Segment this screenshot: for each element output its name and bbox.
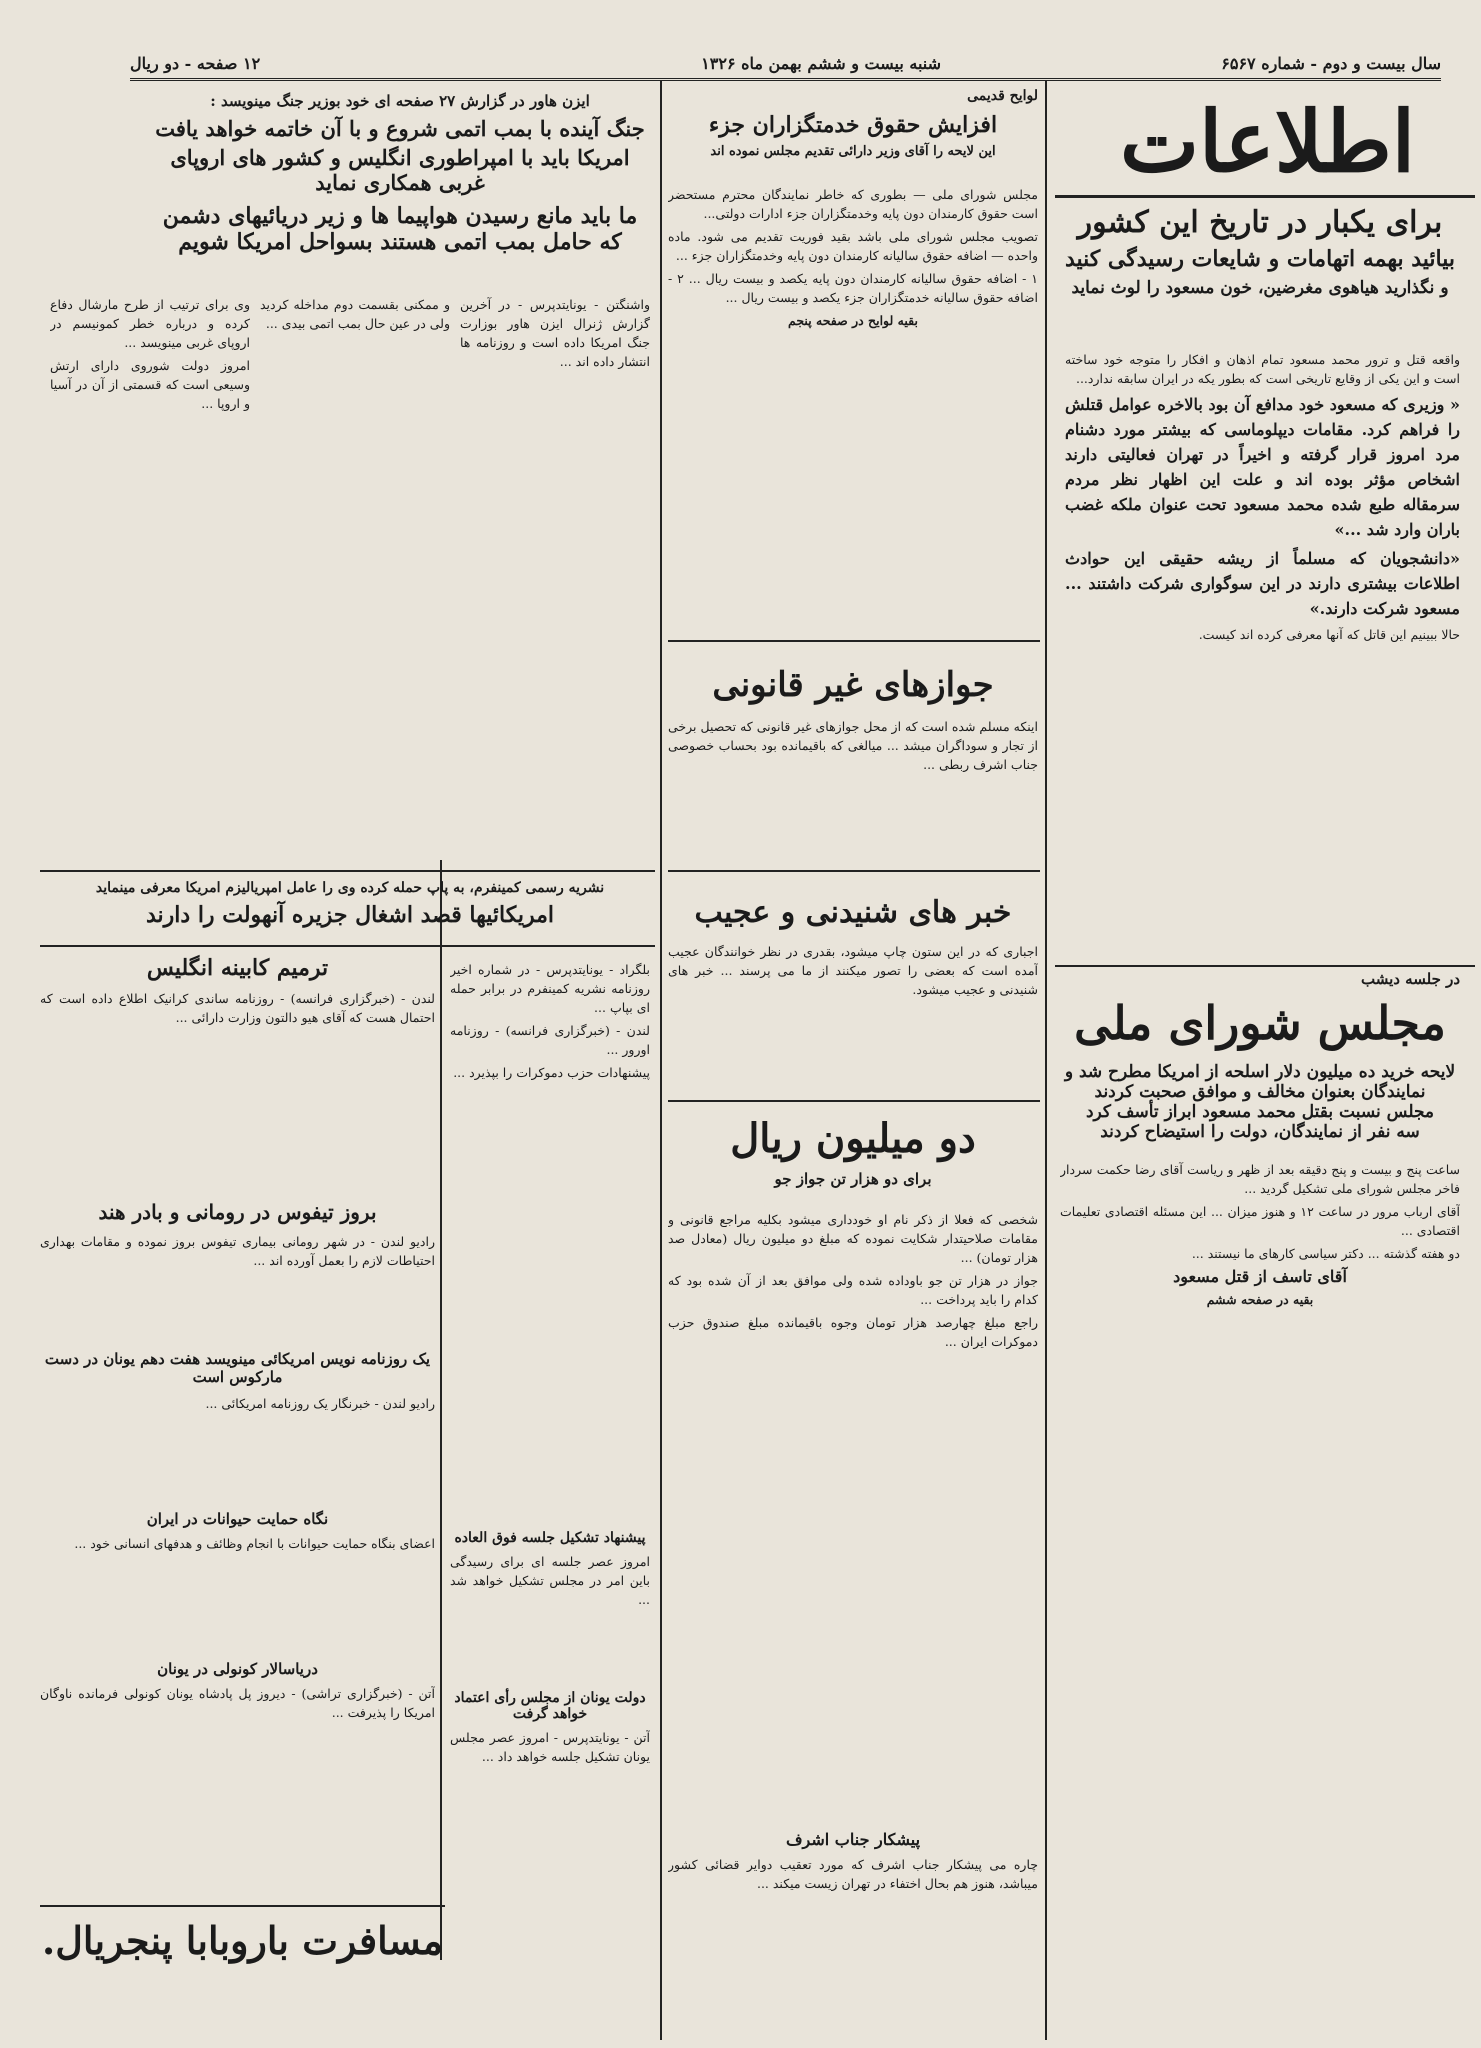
column-b-paragraph: بلگراد - یونایتدپرس - در شماره اخیر روزنامه نشریه کمینفرم در برابر حمله ای بپاپ ... — [450, 962, 650, 1015]
col3-headline: امریکا باید با امپراطوری انگلیس و کشور های اروپای غربی همکاری نماید — [170, 145, 630, 195]
strange-news-body: اجباری که در این ستون چاپ میشود، بقدری در نظر خوانندگان عجیب آمده است که بعضی را تصور میکنند از ما می پرسند ... خبر های شنیدنی و عجیب میشود. — [668, 944, 1038, 997]
column-c — [450, 1530, 650, 1878]
column-c-title: پیشنهاد تشکیل جلسه فوق العاده — [454, 1530, 646, 1546]
strange-news-title: خبر های شنیدنی و عجیب — [694, 895, 1012, 930]
greece-body: رادیو لندن - خبرنگار یک روزنامه امریکائی ... — [205, 1396, 435, 1411]
mid-banner-kicker: نشریه رسمی کمینفرم، به پاپ حمله کرده وی را عامل امپریالیزم امریکا معرفی مینماید — [95, 880, 605, 896]
lead-paragraph: حالا ببینیم این قاتل که آنها معرفی کرده اند کیست. — [1198, 627, 1460, 642]
ashraf-story — [668, 1830, 1038, 2025]
legal-title: جوازهای غیر قانونی — [712, 665, 994, 705]
parliament-kicker: در جلسه دیشب — [1361, 970, 1460, 988]
masthead: اطلاعات — [1119, 92, 1416, 191]
legal-box — [668, 665, 1038, 852]
mid-banner — [50, 880, 650, 928]
header-bar — [130, 50, 1441, 81]
issue-date: شنبه بیست و ششم بهمن ماه ۱۳۲۶ — [701, 54, 941, 73]
greece-title: یک روزنامه نویس امریکائی مینویسد هفت دهم یونان در دست مارکوس است — [44, 1350, 431, 1386]
col3-headlines — [150, 92, 650, 255]
col3-paragraph: واشنگتن - یونایتدپرس - در آخرین گزارش ژنرال ایزن هاور بوزارت جنگ امریکا داده است و روزنامه ها انتشار داده اند ... — [460, 297, 650, 369]
strange-news — [668, 895, 1038, 1062]
lead-headlines — [1060, 205, 1460, 298]
lead-paragraph: « وزیری که مسعود خود مدافع آن بود بالاخره عوامل قتلش را فراهم کرد. مقامات دیپلوماسی که بیشتر مورد دشنام مرد امروز قرار گرفته و اخیراً در تهران فعالیتی دارند اشخاص مؤثر بوده اند و علت این اظهار نظر مردم سرمقاله طبع شده محمد مسعود تحت عنوان ملکه غضب باران وارد شد ...» — [1065, 395, 1460, 539]
parliament-sub: لایحه خرید ده میلیون دلار اسلحه از امریکا مطرح شد و نمایندگان بعنوان مخالف و موافق صحبت کردند — [1064, 1062, 1456, 1102]
issue-price: ۱۲ صفحه - دو ریال — [130, 54, 261, 73]
col2-head — [668, 88, 1038, 159]
greek-king-title: دریاسالار کونولی در یونان — [157, 1660, 318, 1678]
mid-banner-title: امریکائیها قصد اشغال جزیره آنهولت را دارند — [145, 902, 555, 928]
parliament-sub: سه نفر از نمایندگان، دولت را استیضاح کردند — [1100, 1122, 1420, 1142]
footer-banner: مسافرت باروبابا پنجریال. — [42, 1918, 443, 1963]
col3-headline: جنگ آینده با بمب اتمی شروع و با آن خاتمه خواهد یافت — [155, 116, 645, 141]
col2-title: افزایش حقوق خدمتگزاران جزء — [708, 112, 998, 138]
rial-story — [668, 1115, 1038, 1188]
lead-headline-1: برای یکبار در تاریخ این کشور — [1077, 205, 1443, 240]
column-c-body: امروز عصر جلسه ای برای رسیدگی باین امر در مجلس تشکیل خواهد شد ... — [450, 1554, 650, 1607]
col3-body-b — [260, 295, 450, 855]
animals-title: نگاه حمایت حیوانات در ایران — [146, 1510, 329, 1528]
lead-paragraph: «دانشجویان که مسلماً از ریشه حقیقی این حوادث اطلاعات بیشتری دارند در این سوگواری شرکت داشتند ... مسعود شرکت دارند.» — [1065, 549, 1460, 618]
british-cabinet-title: ترمیم کابینه انگلیس — [146, 955, 329, 981]
col2-kicker: لوایح قدیمی — [967, 88, 1038, 104]
parliament-headlines — [1060, 970, 1460, 1142]
column-b-paragraph: لندن - (خبرگزاری فرانسه) - روزنامه اورور ... — [450, 1023, 650, 1057]
rial-paragraph: شخصی که فعلا از ذکر نام او خودداری میشود بکلیه مراجع قانونی و مقامات صلاحیتدار شکایت نموده که مبلغ دو میلیون ریال (معادل صد هزار تومان) ... — [668, 1212, 1038, 1265]
column-rule — [1045, 80, 1047, 2040]
col3-paragraph: وی برای ترتیب از طرح مارشال دفاع کرده و درباره خطر کمونیسم در اروپای غربی مینویسد ... — [50, 297, 250, 350]
rial-paragraph: جواز در هزار تن جو باوداده شده ولی موافق بعد از آن شده بود که کدام را باید پرداخت ... — [668, 1273, 1038, 1307]
col3-paragraph: و ممکنی بقسمت دوم مداخله کردید ولی در عین حال بمب اتمی بیدی ... — [260, 297, 450, 331]
col3-body-c — [50, 295, 250, 855]
column-rule — [660, 80, 662, 2040]
lead-headline-3: و نگذارید هیاهوی مغرضین، خون مسعود را لوث نماید — [1071, 278, 1449, 298]
romania-title: بروز تیفوس در رومانی و بادر هند — [98, 1200, 377, 1224]
column-rule — [440, 860, 442, 1960]
parliament-sub: مجلس نسبت بقتل محمد مسعود ابراز تأسف کرد — [1085, 1102, 1435, 1122]
col3-kicker: ایزن هاور در گزارش ۲۷ صفحه ای خود بوزیر جنگ مینویسد : — [210, 92, 590, 110]
ashraf-body: چاره می پیشکار جناب اشرف که مورد تعقیب دوایر قضائی کشور میباشد، هنوز هم بحال اختفاء در تهران زیست میکند ... — [668, 1857, 1038, 1891]
parliament-paragraph: ساعت پنج و بیست و پنج دقیقه بعد از ظهر و ریاست آقای رضا حکمت سردار فاخر مجلس شورای ملی تشکیل گردید ... — [1060, 1162, 1460, 1196]
greece-story — [40, 1350, 435, 1494]
parliament-paragraph: دو هفته گذشته ... دکتر سیاسی کارهای ما نیستند ... — [1191, 1246, 1460, 1261]
greek-king-story — [40, 1660, 435, 1814]
col3-body-a — [460, 295, 650, 855]
col2-paragraph: مجلس شورای ملی — بطوری که خاطر نمایندگان محترم مستحضر است حقوق کارمندان دون پایه وخدمتگزاران جزء ادارات دولتی... — [668, 187, 1038, 221]
col2-paragraph: تصویب مجلس شورای ملی باشد بقید فوریت تقدیم می شود. ماده واحده — اضافه حقوق سالیانه کارمندان دون پایه وخدمتگزاران جزء ... — [668, 229, 1038, 263]
rial-body — [668, 1210, 1038, 1810]
british-cabinet-body: لندن - (خبرگزاری فرانسه) - روزنامه ساندی کرانیک اطلاع داده است که احتمال هست که آقای هیو دالتون وزارت دارائی ... — [40, 991, 435, 1025]
lead-headline-2: بیائید بهمه اتهامات و شایعات رسیدگی کنید — [1064, 246, 1456, 272]
greek-king-body: آتن - (خبرگزاری تراشی) - دیروز پل پادشاه یونان کونولی فرمانده ناوگان امریکا را پذیرفت ... — [40, 1686, 435, 1720]
column-b-paragraph: پیشنهادات حزب دموکرات را بپذیرد ... — [453, 1065, 650, 1080]
rial-paragraph: راجع مبلغ چهارصد هزار تومان وجوه باقیمانده مبلغ صندوق حزب دموکرات ایران ... — [668, 1315, 1038, 1349]
animals-body: اعضای بنگاه حمایت حیوانات با انجام وظائف و هدفهای انسانی خود ... — [74, 1536, 435, 1551]
col2-body — [668, 185, 1038, 625]
parliament-continue: بقیه در صفحه ششم — [1206, 1292, 1314, 1307]
romania-story — [40, 1200, 435, 1332]
col3-paragraph: امروز دولت شوروی دارای ارتش وسیعی است که قسمتی از آن در آسیا و اروپا ... — [50, 358, 250, 411]
ashraf-title: پیشکار جناب اشرف — [785, 1830, 921, 1849]
col3-headline: ما باید مانع رسیدن هواپیما ها و زیر دریائیهای دشمن که حامل بمب اتمی هستند بسواحل امریکا شویم — [162, 203, 638, 255]
legal-body: اینکه مسلم شده است که از محل جوازهای غیر قانونی که تحصیل برخی از تجار و سوداگران میشد ... میالغی که باقیمانده بود بحساب خصوصی جناب اشرف ربطی ... — [668, 719, 1038, 772]
lead-paragraph: واقعه قتل و ترور محمد مسعود تمام اذهان و افکار را متوجه خود ساخته است و این یکی از وقایع تاریخی است که بطور یکه در ایران سابقه ندارد... — [1065, 352, 1460, 386]
parliament-title: مجلس شورای ملی — [1074, 996, 1446, 1050]
animals-story — [40, 1510, 435, 1644]
year-issue: سال بیست و دوم - شماره ۶۵۶۷ — [1221, 54, 1441, 73]
rial-title: دو میلیون ریال — [730, 1115, 976, 1162]
column-b — [450, 960, 650, 1520]
parliament-body — [1060, 1160, 1460, 2020]
column-c-title2: دولت یونان از مجلس رأی اعتماد خواهد گرفت — [454, 1690, 646, 1722]
parliament-paragraph: آقای ارباب مرور در ساعت ۱۲ و هنوز میزان ... این مسئله اقتصادی تعلیمات اقتصادی ... — [1060, 1204, 1460, 1238]
romania-body: رادیو لندن - در شهر رومانی بیماری تیفوس بروز نموده و مقامات بهداری احتیاطات لازم را بعمل آورده اند ... — [40, 1234, 435, 1268]
rial-subtitle: برای دو هزار تن جواز جو — [774, 1170, 932, 1188]
parliament-subhead: آقای تاسف از قتل مسعود — [1173, 1267, 1347, 1286]
lead-body — [1065, 350, 1460, 960]
col2-continue: بقیه لوایح در صفحه پنجم — [788, 313, 918, 328]
col2-subtitle: این لایحه را آقای وزیر دارائی تقدیم مجلس نموده اند — [710, 144, 996, 159]
column-c-body2: آتن - یونایتدپرس - امروز عصر مجلس یونان تشکیل جلسه خواهد داد ... — [450, 1730, 650, 1764]
col2-paragraph: ۱ - اضافه حقوق سالیانه کارمندان دون پایه یکصد و بیست ریال ... ۲ - اضافه حقوق سالیانه خدمتگزاران جزء یکصد و بیست ریال ... — [668, 271, 1038, 305]
british-cabinet — [40, 955, 435, 1149]
